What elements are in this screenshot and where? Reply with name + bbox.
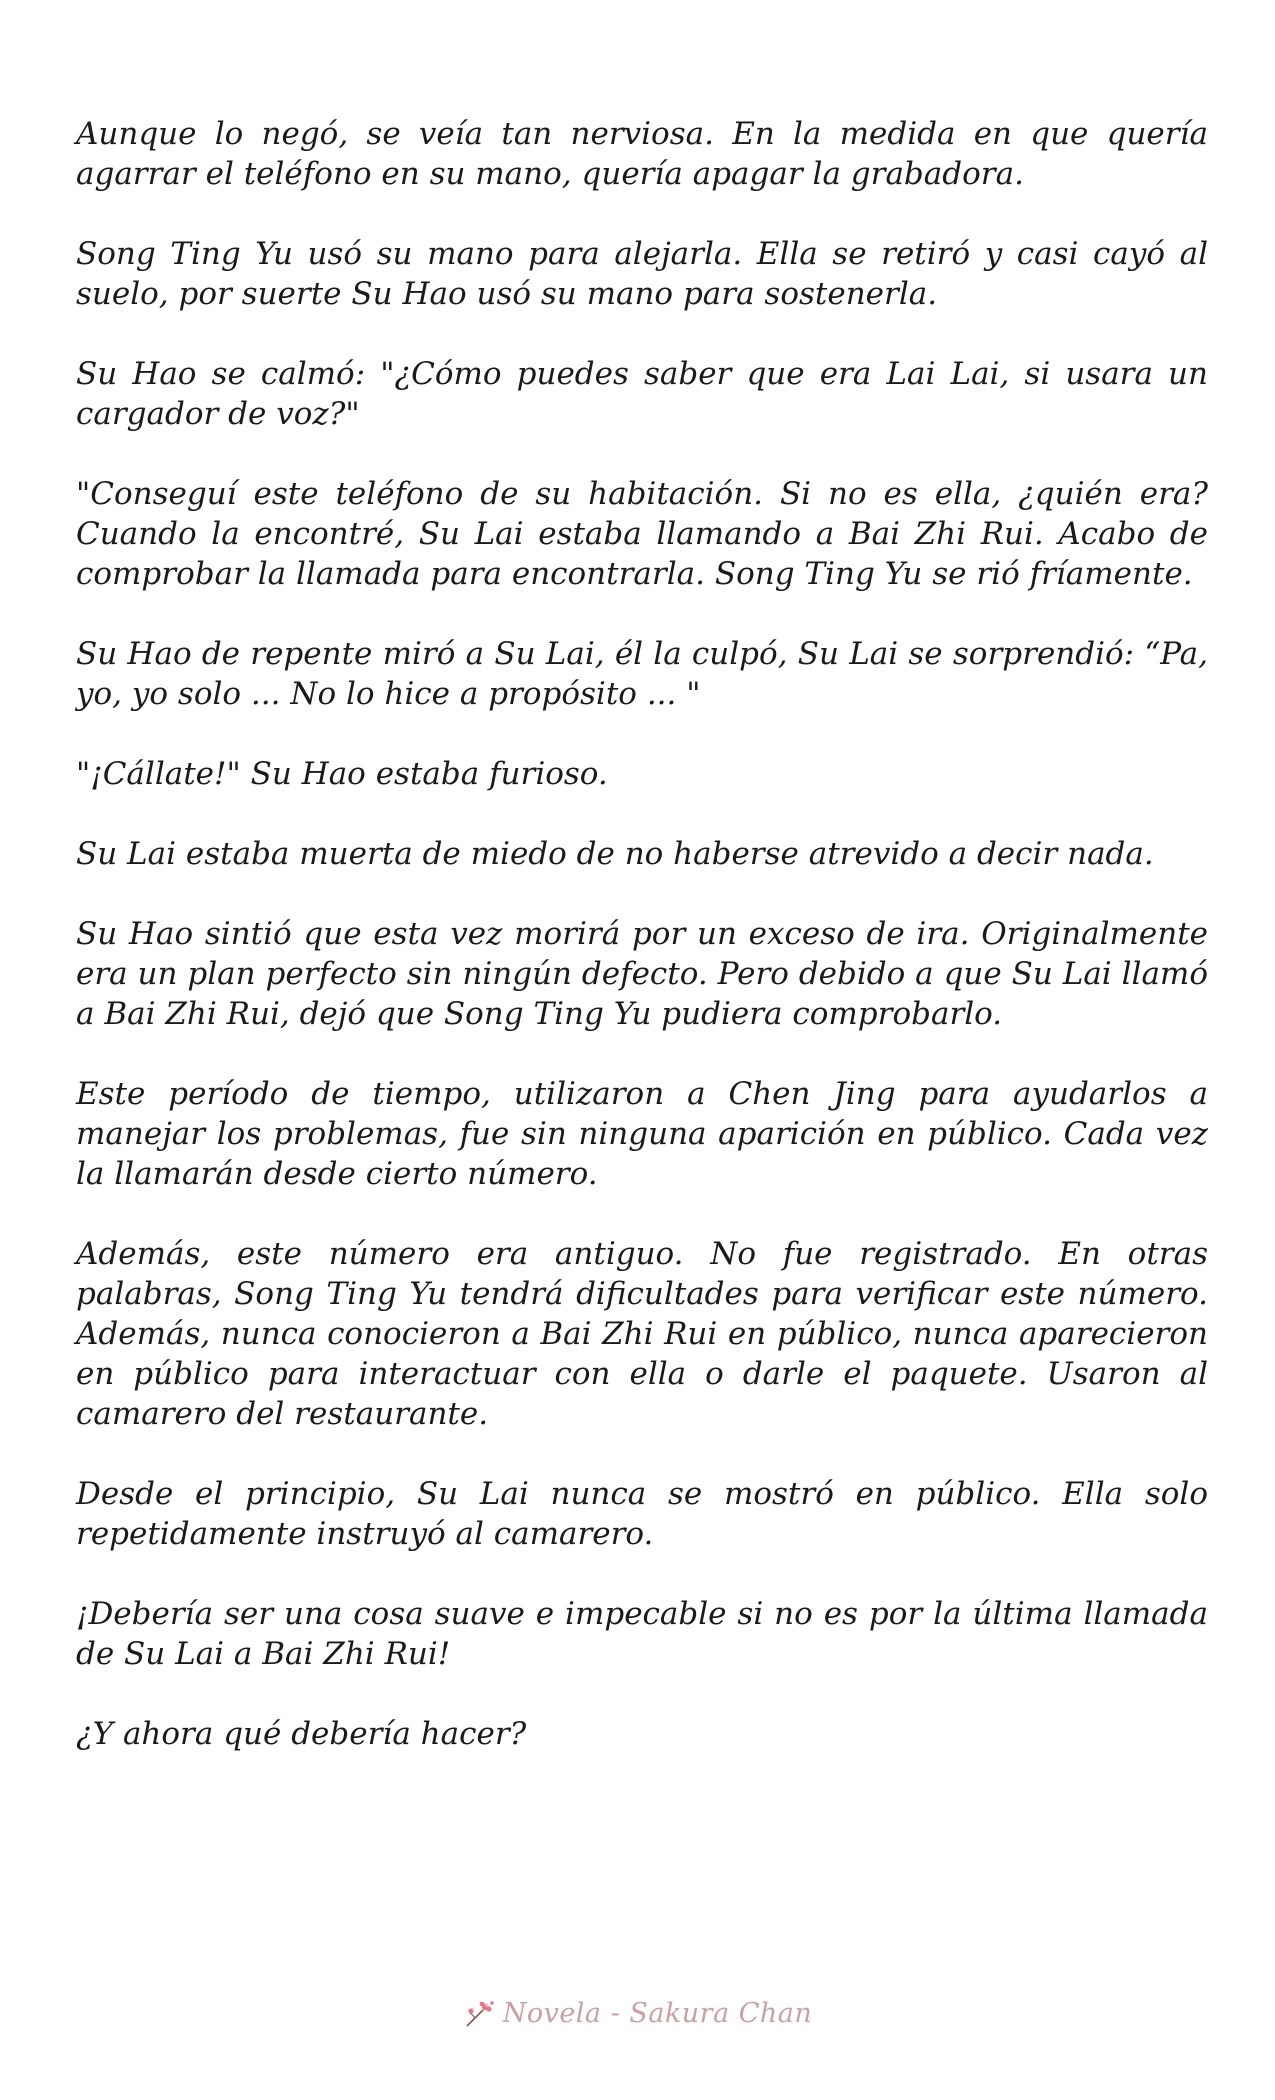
footer-watermark-text: Novela - Sakura Chan [502,1997,813,2029]
paragraph: "Conseguí este teléfono de su habitación. Si no es ella, ¿quién era? Cuando la encontré, Su Lai estaba llamando a Bai Zhi Rui. Acabo de comprobar la llamada para encontrarla. Song Ting Yu se rió fríamente. [76,476,1208,592]
paragraph: ¡Debería ser una cosa suave e impecable si no es por la última llamada de Su Lai a Bai Zhi Rui! [76,1596,1208,1672]
paragraph: Además, este número era antiguo. No fue registrado. En otras palabras, Song Ting Yu tendrá dificultades para verificar este número. Además, nunca conocieron a Bai Zhi Rui en público, nunca aparecieron en público para interactuar con ella o darle el paquete. Usaron al camarero del restaurante. [76,1236,1208,1432]
story-text [76,114,1208,1794]
paragraph: Su Hao sintió que esta vez morirá por un exceso de ira. Originalmente era un plan perfecto sin ningún defecto. Pero debido a que Su Lai llamó a Bai Zhi Rui, dejó que Song Ting Yu pudiera comprobarlo. [76,916,1208,1032]
paragraph: Este período de tiempo, utilizaron a Chen Jing para ayudarlos a manejar los problemas, fue sin ninguna aparición en público. Cada vez la llamarán desde cierto número. [76,1076,1208,1192]
sakura-flower-icon [463,1996,497,2030]
paragraph: "¡Cállate!" Su Hao estaba furioso. [76,756,608,792]
footer-watermark [0,1988,1275,2038]
paragraph: Desde el principio, Su Lai nunca se mostró en público. Ella solo repetidamente instruyó al camarero. [76,1476,1208,1552]
paragraph: Su Hao se calmó: "¿Cómo puedes saber que era Lai Lai, si usara un cargador de voz?" [76,356,1208,432]
paragraph: Aunque lo negó, se veía tan nerviosa. En la medida en que quería agarrar el teléfono en su mano, quería apagar la grabadora. [76,116,1208,192]
paragraph: Song Ting Yu usó su mano para alejarla. Ella se retiró y casi cayó al suelo, por suerte Su Hao usó su mano para sostenerla. [76,236,1208,312]
paragraph: Su Lai estaba muerta de miedo de no haberse atrevido a decir nada. [76,836,1154,872]
paragraph: ¿Y ahora qué debería hacer? [76,1716,527,1752]
paragraph: Su Hao de repente miró a Su Lai, él la culpó, Su Lai se sorprendió: “Pa, yo, yo solo ... No lo hice a propósito ... " [76,636,1208,712]
